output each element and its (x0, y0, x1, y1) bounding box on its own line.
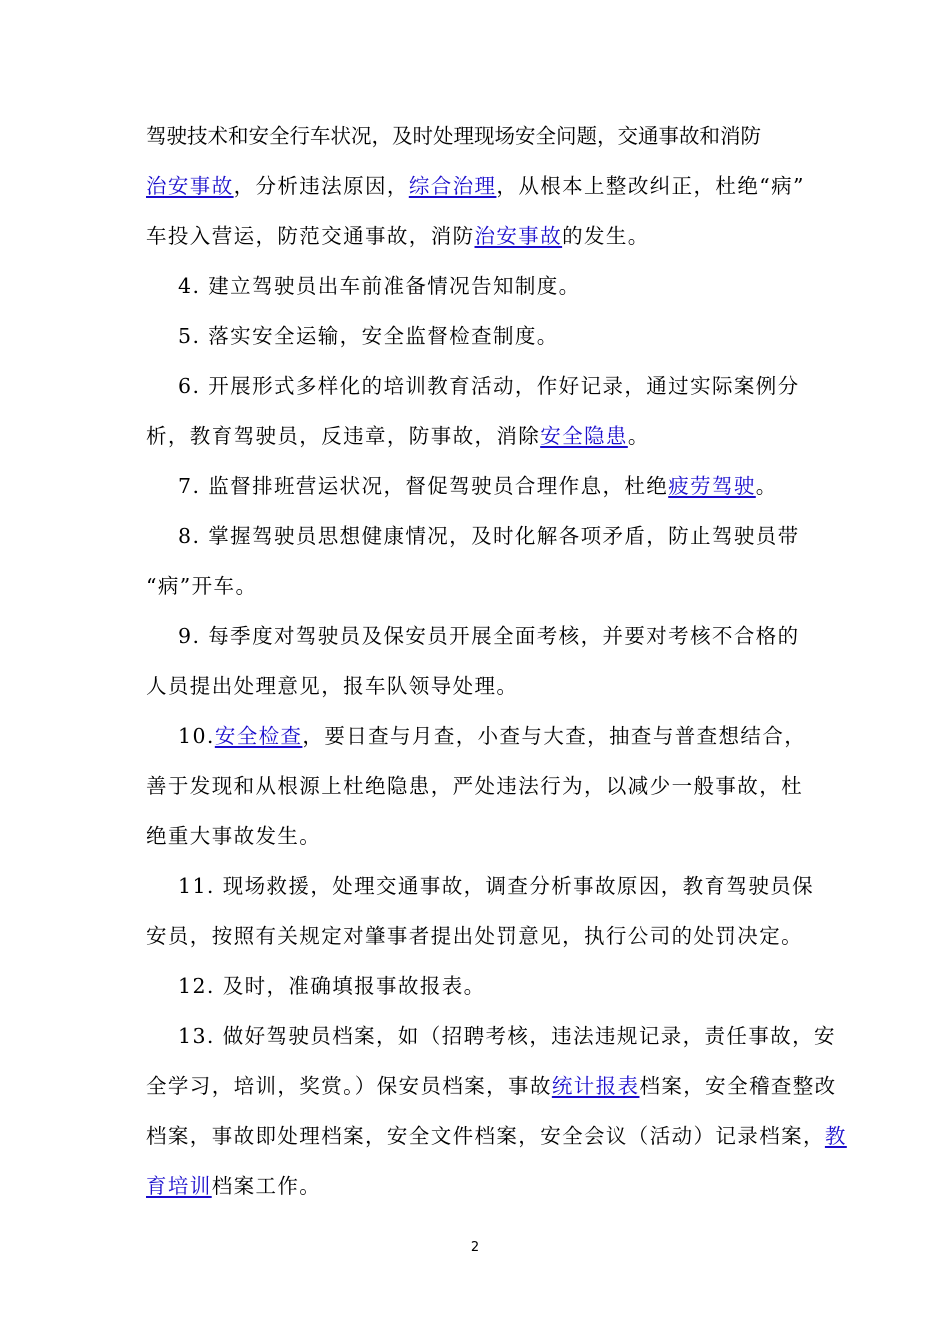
text-run: 的发生。 (562, 224, 650, 248)
paragraph-line (146, 1114, 847, 1164)
list-item-4 (146, 264, 806, 314)
paragraph-line (146, 214, 806, 264)
list-item-8 (146, 514, 806, 564)
list-item-9 (146, 614, 806, 664)
list-item-12 (146, 964, 806, 1014)
text-run: 。 (755, 474, 778, 498)
item-number: 10. (178, 724, 215, 748)
link-zonghe-zhili[interactable]: 综合治理 (408, 174, 497, 198)
text-run: 析，教育驾驶员，反违章，防事故，消除 (146, 424, 541, 448)
page-number: 2 (470, 1240, 480, 1255)
paragraph-line (146, 164, 806, 214)
text-run: 7. 监督排班营运状况，督促驾驶员合理作息，杜绝 (178, 474, 669, 498)
text-run: 绝重大事故发生。 (146, 824, 322, 848)
paragraph-line (146, 414, 806, 464)
text-run: 6. 开展形式多样化的培训教育活动，作好记录，通过实际案例分 (178, 374, 800, 398)
text-run: 9. 每季度对驾驶员及保安员开展全面考核，并要对考核不合格的 (178, 624, 800, 648)
link-tongji-baobiao[interactable]: 统计报表 (551, 1074, 640, 1098)
link-jiaoyu-peixun-part1[interactable]: 教 (824, 1124, 847, 1148)
text-run: 善于发现和从根源上杜绝隐患，严处违法行为，以减少一般事故，杜 (146, 774, 803, 798)
paragraph-line (146, 764, 806, 814)
paragraph-line (146, 814, 806, 864)
text-run: 11. 现场救援，处理交通事故，调查分析事故原因，教育驾驶员保 (178, 874, 815, 898)
list-item-6 (146, 364, 806, 414)
text-run: 。 (627, 424, 650, 448)
paragraph-line (146, 914, 806, 964)
document-body (146, 114, 847, 1214)
link-anquan-jiancha[interactable]: 安全检查 (214, 724, 303, 748)
text-run: 8. 掌握驾驶员思想健康情况，及时化解各项矛盾，防止驾驶员带 (178, 524, 800, 548)
text-run: 全学习，培训，奖赏。）保安员档案，事故 (146, 1074, 552, 1098)
text-run: “病”开车。 (146, 574, 258, 598)
list-item-13 (146, 1014, 836, 1064)
text-run: 档案工作。 (211, 1174, 322, 1198)
link-zhian-shigu-2[interactable]: 治安事故 (474, 224, 563, 248)
link-jiaoyu-peixun-part2[interactable]: 育培训 (146, 1174, 212, 1198)
text-run: ，从根本上整改纠正，杜绝“病” (496, 174, 805, 198)
text-run: 车投入营运，防范交通事故，消防 (146, 224, 475, 248)
text-run: 5. 落实安全运输，安全监督检查制度。 (178, 324, 559, 348)
paragraph-line (146, 1164, 806, 1214)
paragraph-line (146, 114, 806, 164)
list-item-11 (146, 864, 815, 914)
text-run: 档案，安全稽查整改 (639, 1074, 837, 1098)
paragraph-line (146, 664, 806, 714)
text-run: 人员提出处理意见，报车队领导处理。 (146, 674, 519, 698)
list-item-10 (146, 714, 806, 764)
text-run: 13. 做好驾驶员档案，如（招聘考核，违法违规记录，责任事故，安 (178, 1024, 836, 1048)
text-run: ，分析违法原因， (233, 174, 409, 198)
list-item-5 (146, 314, 806, 364)
text-run: ，要日查与月查，小查与大查，抽查与普查想结合， (302, 724, 807, 748)
list-item-7 (146, 464, 806, 514)
text-run: 安员，按照有关规定对肇事者提出处罚意见，执行公司的处罚决定。 (146, 924, 803, 948)
text-run: 4. 建立驾驶员出车前准备情况告知制度。 (178, 274, 581, 298)
link-zhian-shigu[interactable]: 治安事故 (146, 174, 234, 198)
text-run: 12. 及时，准确填报事故报表。 (178, 974, 486, 998)
link-pilao-jiashi[interactable]: 疲劳驾驶 (668, 474, 756, 498)
text-run: 驾驶技术和安全行车状况，及时处理现场安全问题，交通事故和消防 (146, 124, 761, 148)
link-anquan-yinhuan[interactable]: 安全隐患 (540, 424, 628, 448)
paragraph-line (146, 564, 806, 614)
paragraph-line (146, 1064, 837, 1114)
text-run: 档案，事故即处理档案，安全文件档案，安全会议（活动）记录档案， (146, 1124, 825, 1148)
